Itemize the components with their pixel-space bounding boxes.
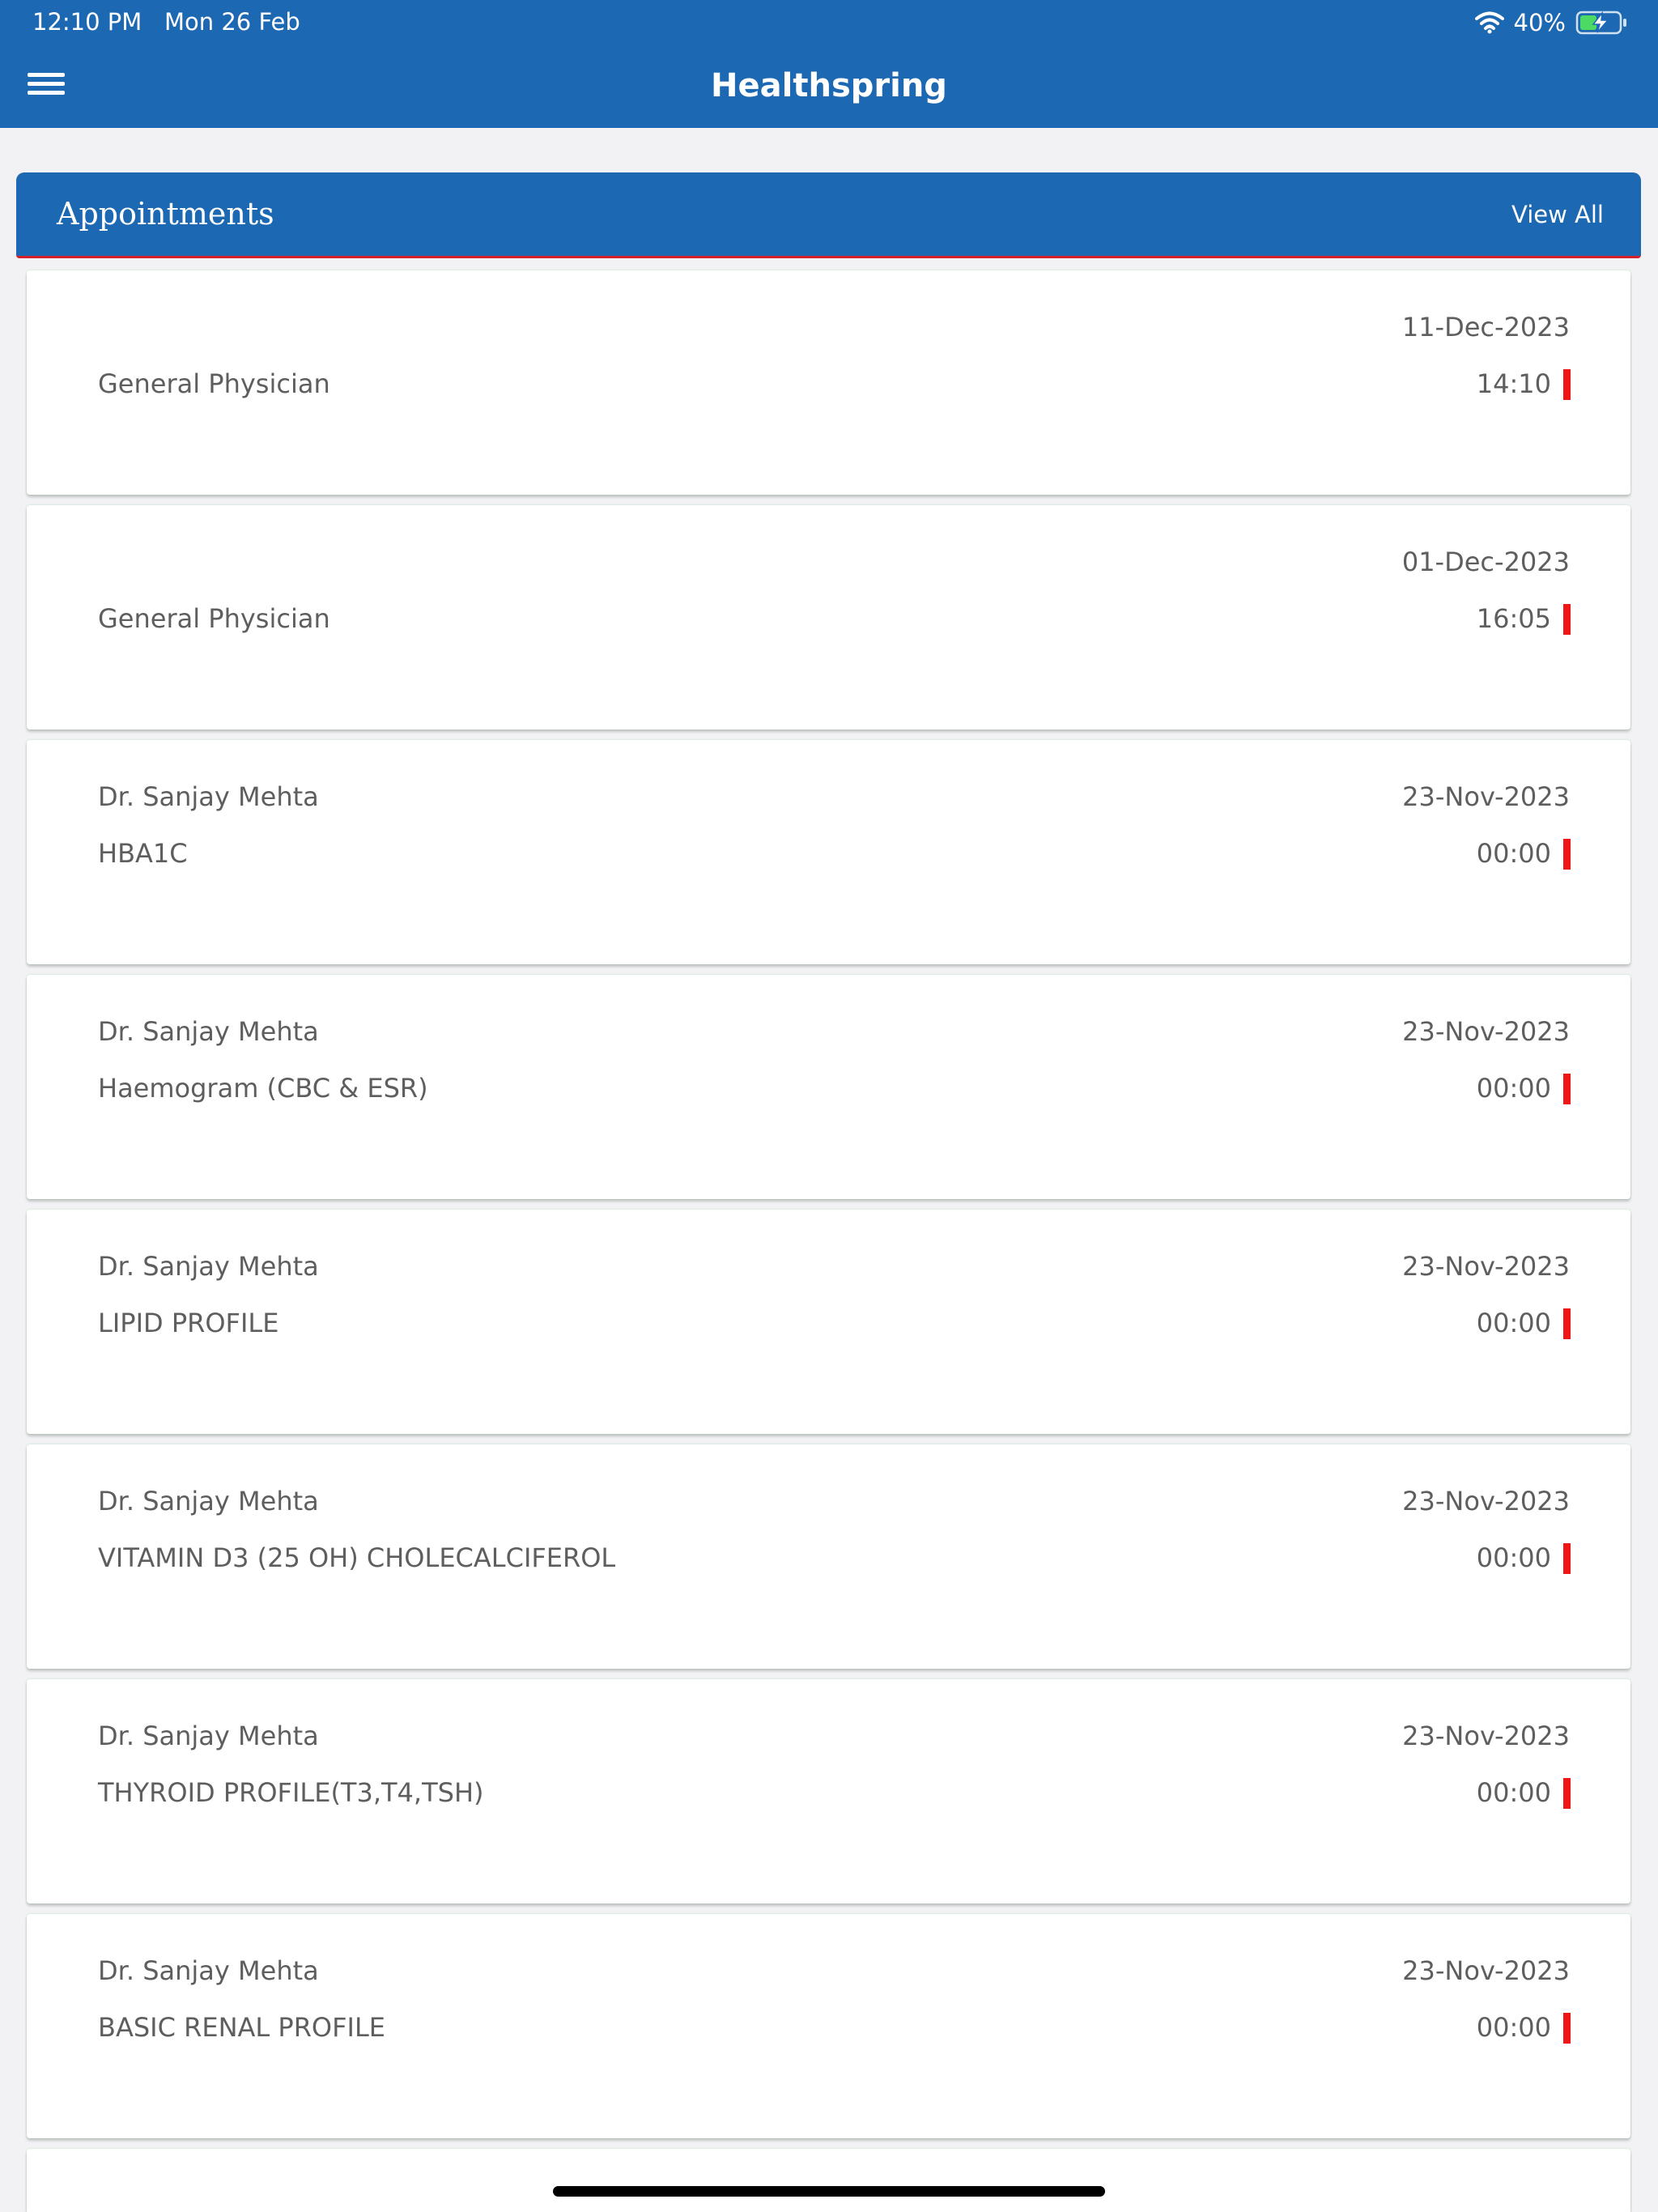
appointment-type: THYROID PROFILE(T3,T4,TSH) <box>98 1777 484 1808</box>
status-indicator <box>1563 1074 1571 1104</box>
appointment-doctor: Dr. Sanjay Mehta <box>98 781 319 812</box>
appointment-card[interactable] <box>27 1444 1630 1669</box>
wifi-icon <box>1475 11 1504 34</box>
appointment-time: 14:10 <box>1476 368 1551 399</box>
appointment-type: LIPID PROFILE <box>98 1308 279 1338</box>
appointment-doctor: Dr. Sanjay Mehta <box>98 1251 319 1282</box>
app-title: Healthspring <box>711 67 947 104</box>
status-bar-time <box>32 8 300 36</box>
status-time: 12:10 PM <box>32 8 142 36</box>
appointment-date: 11-Dec-2023 <box>1401 312 1570 342</box>
appointment-type: HBA1C <box>98 838 188 869</box>
appointment-type: General Physician <box>98 368 330 399</box>
appointment-card[interactable] <box>27 740 1630 964</box>
appointment-type: Haemogram (CBC & ESR) <box>98 1073 428 1104</box>
appointment-date: 23-Nov-2023 <box>1402 1486 1570 1516</box>
status-indicator <box>1563 2013 1571 2044</box>
appointment-time: 00:00 <box>1476 2012 1551 2043</box>
appointment-doctor: Dr. Sanjay Mehta <box>98 1016 319 1047</box>
status-date: Mon 26 Feb <box>164 8 300 36</box>
appointment-date: 23-Nov-2023 <box>1402 1955 1570 1986</box>
appointment-type: VITAMIN D3 (25 OH) CHOLECALCIFEROL <box>98 1542 616 1573</box>
appointment-doctor: Dr. Sanjay Mehta <box>98 1955 319 1986</box>
appointment-type: General Physician <box>98 603 330 634</box>
appointment-card[interactable] <box>27 1210 1630 1434</box>
appointments-header <box>16 172 1641 258</box>
appointment-time: 00:00 <box>1476 1777 1551 1808</box>
status-indicator <box>1563 1543 1571 1574</box>
appointment-date: 23-Nov-2023 <box>1402 1016 1570 1047</box>
appointment-doctor: Dr. Sanjay Mehta <box>98 1486 319 1516</box>
status-bar-right <box>1475 8 1629 37</box>
status-indicator <box>1563 1778 1571 1809</box>
appointment-card[interactable] <box>27 1914 1630 2138</box>
appointment-date: 23-Nov-2023 <box>1402 1721 1570 1751</box>
battery-charging-icon <box>1575 10 1629 36</box>
home-indicator <box>553 2186 1105 2197</box>
appointment-date: 23-Nov-2023 <box>1402 781 1570 812</box>
appointment-card-partial[interactable] <box>27 2149 1630 2212</box>
appointment-card[interactable] <box>27 270 1630 495</box>
appointment-doctor: Dr. Sanjay Mehta <box>98 1721 319 1751</box>
status-indicator <box>1563 1308 1571 1339</box>
appointment-time: 00:00 <box>1476 1073 1551 1104</box>
battery-percentage: 40% <box>1513 9 1566 36</box>
appointment-time: 00:00 <box>1476 838 1551 869</box>
appointments-title: Appointments <box>57 196 274 232</box>
appointment-type: BASIC RENAL PROFILE <box>98 2012 385 2043</box>
appointment-card[interactable] <box>27 505 1630 730</box>
status-indicator <box>1563 604 1571 635</box>
appointment-card[interactable] <box>27 1679 1630 1904</box>
appointment-card[interactable] <box>27 975 1630 1199</box>
appointment-date: 01-Dec-2023 <box>1401 547 1570 577</box>
appointment-time: 00:00 <box>1476 1542 1551 1573</box>
status-indicator <box>1563 369 1571 400</box>
appointment-time: 00:00 <box>1476 1308 1551 1338</box>
status-indicator <box>1563 839 1571 870</box>
view-all-button[interactable]: View All <box>1511 201 1604 228</box>
appointment-date: 23-Nov-2023 <box>1402 1251 1570 1282</box>
appointment-time: 16:05 <box>1476 603 1551 634</box>
